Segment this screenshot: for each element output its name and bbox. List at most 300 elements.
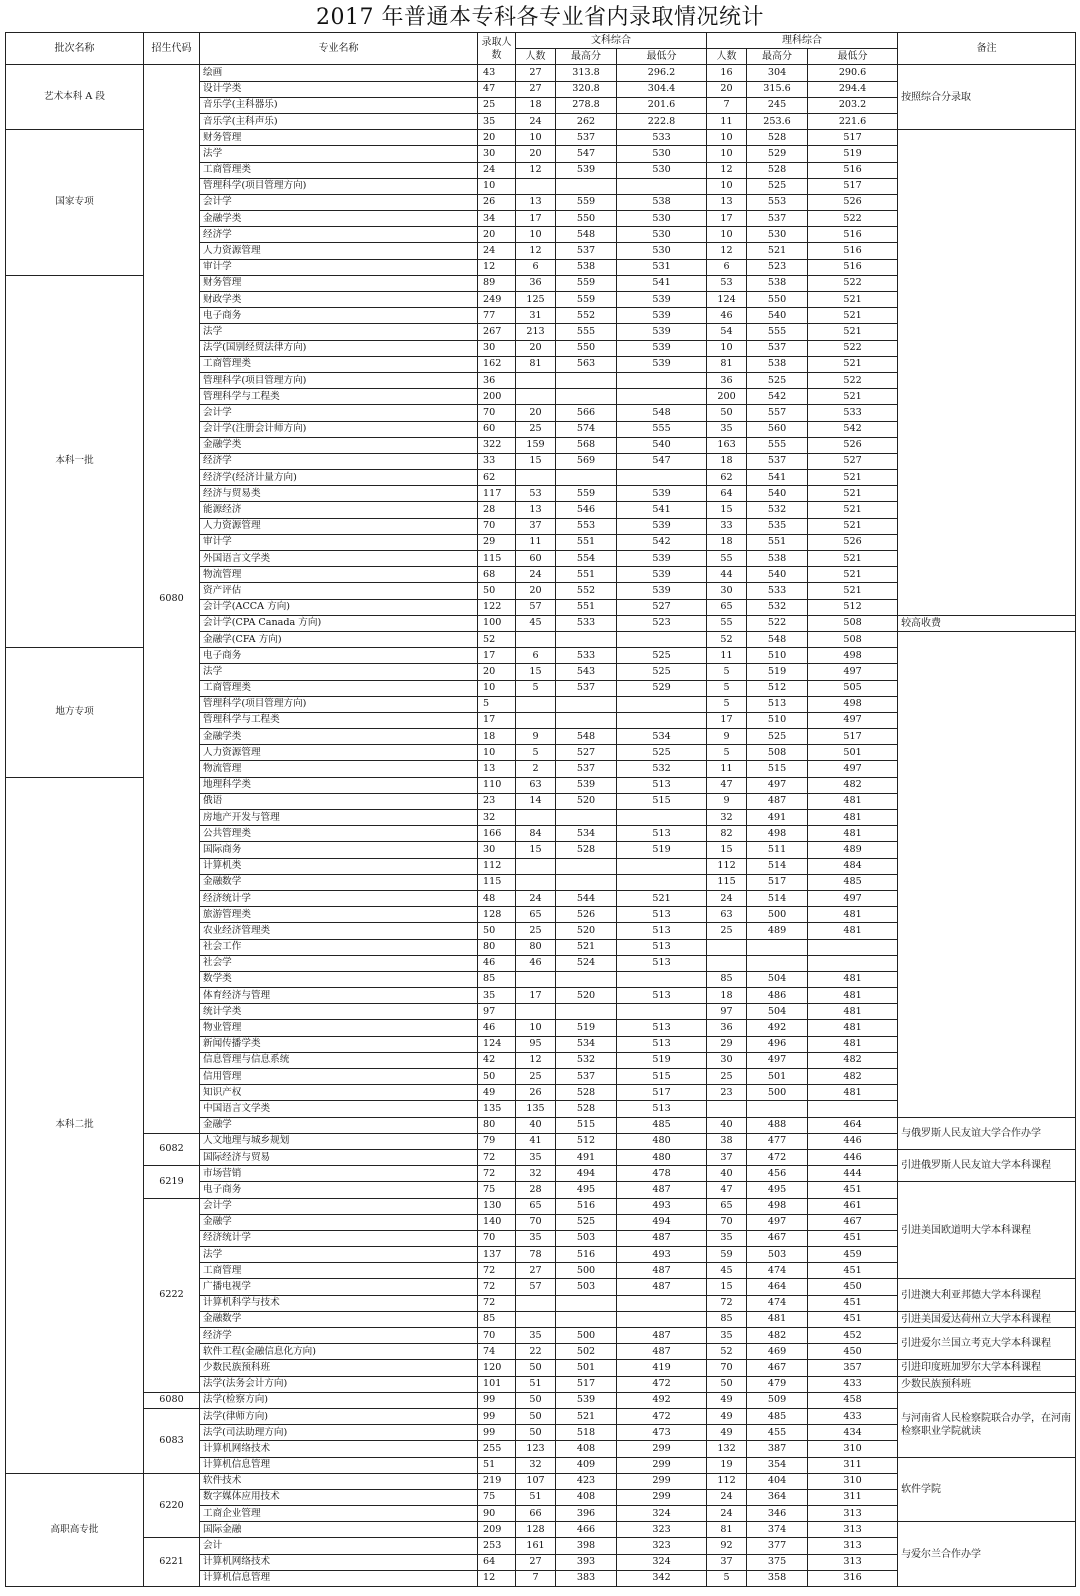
admit-cell: 80 — [478, 939, 516, 955]
wen-count-cell: 24 — [516, 567, 556, 583]
wen-min-cell: 533 — [617, 130, 707, 146]
wen-max-cell: 515 — [556, 1117, 617, 1133]
major-cell: 金融学类 — [200, 211, 478, 227]
major-cell: 工商管理类 — [200, 680, 478, 696]
wen-count-cell — [516, 971, 556, 987]
major-cell: 经济统计学 — [200, 890, 478, 906]
li-max-cell: 358 — [747, 1570, 808, 1586]
wen-min-cell: 530 — [617, 211, 707, 227]
wen-min-cell: 472 — [617, 1408, 707, 1424]
major-cell: 计算机信息管理 — [200, 1457, 478, 1473]
wen-count-cell: 80 — [516, 939, 556, 955]
major-cell: 国际商务 — [200, 842, 478, 858]
admit-cell: 97 — [478, 1004, 516, 1020]
admit-cell: 219 — [478, 1473, 516, 1489]
major-cell: 设计学类 — [200, 81, 478, 97]
wen-max-cell — [556, 874, 617, 890]
admit-cell: 80 — [478, 1117, 516, 1133]
wen-min-cell — [617, 1295, 707, 1311]
li-count-cell: 37 — [707, 1149, 747, 1165]
wen-min-cell: 530 — [617, 243, 707, 259]
li-min-cell: 497 — [808, 712, 898, 728]
admit-cell: 124 — [478, 1036, 516, 1052]
li-min-cell: 313 — [808, 1522, 898, 1538]
admit-cell: 115 — [478, 551, 516, 567]
enroll-code-cell: 6220 — [144, 1473, 200, 1538]
li-min-cell: 434 — [808, 1425, 898, 1441]
admit-cell: 42 — [478, 1052, 516, 1068]
li-count-cell: 32 — [707, 810, 747, 826]
wen-count-cell: 20 — [516, 405, 556, 421]
wen-max-cell: 559 — [556, 292, 617, 308]
wen-max-cell: 466 — [556, 1522, 617, 1538]
li-count-cell: 5 — [707, 696, 747, 712]
wen-max-cell: 502 — [556, 1344, 617, 1360]
li-count-cell: 53 — [707, 275, 747, 291]
li-min-cell: 527 — [808, 453, 898, 469]
wen-min-cell: 492 — [617, 1392, 707, 1408]
li-min-cell: 481 — [808, 923, 898, 939]
major-cell: 物业管理 — [200, 1020, 478, 1036]
header-note: 备注 — [898, 33, 1076, 65]
li-max-cell: 519 — [747, 664, 808, 680]
admit-cell: 72 — [478, 1149, 516, 1165]
wen-count-cell: 60 — [516, 551, 556, 567]
wen-count-cell: 10 — [516, 1020, 556, 1036]
wen-min-cell: 472 — [617, 1376, 707, 1392]
wen-count-cell: 5 — [516, 745, 556, 761]
wen-count-cell: 41 — [516, 1133, 556, 1149]
li-count-cell: 11 — [707, 761, 747, 777]
admit-cell: 12 — [478, 259, 516, 275]
wen-min-cell — [617, 372, 707, 388]
li-max-cell: 540 — [747, 308, 808, 324]
wen-min-cell: 534 — [617, 729, 707, 745]
li-count-cell: 52 — [707, 631, 747, 647]
li-count-cell: 25 — [707, 923, 747, 939]
wen-min-cell: 547 — [617, 453, 707, 469]
wen-max-cell: 538 — [556, 259, 617, 275]
wen-count-cell: 46 — [516, 955, 556, 971]
wen-max-cell: 552 — [556, 308, 617, 324]
li-min-cell: 451 — [808, 1311, 898, 1327]
wen-max-cell: 383 — [556, 1570, 617, 1586]
wen-min-cell: 540 — [617, 437, 707, 453]
major-cell: 会计学(CPA Canada 方向) — [200, 615, 478, 631]
li-count-cell: 5 — [707, 680, 747, 696]
major-cell: 公共管理类 — [200, 826, 478, 842]
wen-min-cell: 513 — [617, 1036, 707, 1052]
major-cell: 电子商务 — [200, 648, 478, 664]
wen-max-cell: 262 — [556, 113, 617, 129]
wen-min-cell: 323 — [617, 1522, 707, 1538]
note-cell: 引进俄罗斯人民友谊大学本科课程 — [898, 1149, 1076, 1181]
wen-count-cell: 213 — [516, 324, 556, 340]
major-cell: 知识产权 — [200, 1085, 478, 1101]
wen-max-cell: 320.8 — [556, 81, 617, 97]
li-min-cell: 521 — [808, 324, 898, 340]
wen-min-cell: 304.4 — [617, 81, 707, 97]
wen-max-cell: 528 — [556, 1101, 617, 1117]
wen-count-cell: 26 — [516, 1085, 556, 1101]
note-cell: 与河南省人民检察院联合办学，在河南检察职业学院就读 — [898, 1392, 1076, 1457]
major-cell: 地理科学类 — [200, 777, 478, 793]
li-min-cell: 294.4 — [808, 81, 898, 97]
wen-count-cell: 159 — [516, 437, 556, 453]
wen-max-cell: 501 — [556, 1360, 617, 1376]
admit-cell: 34 — [478, 211, 516, 227]
li-max-cell: 467 — [747, 1360, 808, 1376]
major-cell: 统计学类 — [200, 1004, 478, 1020]
wen-count-cell: 20 — [516, 146, 556, 162]
admit-cell: 322 — [478, 437, 516, 453]
wen-max-cell: 537 — [556, 680, 617, 696]
admit-cell: 85 — [478, 971, 516, 987]
admit-cell: 101 — [478, 1376, 516, 1392]
wen-max-cell: 313.8 — [556, 65, 617, 81]
li-max-cell: 500 — [747, 1085, 808, 1101]
major-cell: 经济学 — [200, 227, 478, 243]
li-count-cell: 10 — [707, 340, 747, 356]
admit-cell: 267 — [478, 324, 516, 340]
major-cell: 法学 — [200, 1247, 478, 1263]
wen-min-cell: 299 — [617, 1489, 707, 1505]
li-count-cell: 54 — [707, 324, 747, 340]
wen-count-cell: 15 — [516, 664, 556, 680]
wen-count-cell: 161 — [516, 1538, 556, 1554]
wen-max-cell: 278.8 — [556, 97, 617, 113]
major-cell: 法学(律师方向) — [200, 1408, 478, 1424]
enroll-code-cell: 6219 — [144, 1166, 200, 1198]
li-count-cell: 25 — [707, 1069, 747, 1085]
wen-max-cell: 491 — [556, 1149, 617, 1165]
admit-cell: 64 — [478, 1554, 516, 1570]
li-count-cell — [707, 939, 747, 955]
wen-count-cell: 50 — [516, 1392, 556, 1408]
admit-cell: 70 — [478, 405, 516, 421]
wen-min-cell — [617, 631, 707, 647]
wen-max-cell: 533 — [556, 648, 617, 664]
li-count-cell: 115 — [707, 874, 747, 890]
li-min-cell: 497 — [808, 890, 898, 906]
wen-count-cell: 25 — [516, 923, 556, 939]
li-min-cell: 433 — [808, 1376, 898, 1392]
wen-min-cell: 299 — [617, 1441, 707, 1457]
li-min-cell: 521 — [808, 551, 898, 567]
li-count-cell: 92 — [707, 1538, 747, 1554]
major-cell: 计算机科学与技术 — [200, 1295, 478, 1311]
admit-cell: 72 — [478, 1279, 516, 1295]
li-min-cell: 482 — [808, 1069, 898, 1085]
wen-min-cell: 513 — [617, 907, 707, 923]
wen-min-cell — [617, 858, 707, 874]
wen-max-cell: 517 — [556, 1376, 617, 1392]
admit-cell: 43 — [478, 65, 516, 81]
li-count-cell: 10 — [707, 227, 747, 243]
wen-min-cell: 513 — [617, 1020, 707, 1036]
li-max-cell — [747, 1101, 808, 1117]
major-cell: 法学(国别经贸法律方向) — [200, 340, 478, 356]
wen-max-cell: 553 — [556, 518, 617, 534]
major-cell: 法学(司法助理方向) — [200, 1425, 478, 1441]
admit-cell: 28 — [478, 502, 516, 518]
wen-min-cell: 487 — [617, 1230, 707, 1246]
wen-count-cell — [516, 1004, 556, 1020]
li-count-cell: 59 — [707, 1247, 747, 1263]
li-count-cell: 49 — [707, 1425, 747, 1441]
major-cell: 市场营销 — [200, 1166, 478, 1182]
li-count-cell: 47 — [707, 777, 747, 793]
li-min-cell: 482 — [808, 777, 898, 793]
wen-count-cell: 17 — [516, 988, 556, 1004]
header-wen-count: 人数 — [516, 49, 556, 65]
wen-count-cell: 20 — [516, 583, 556, 599]
wen-max-cell: 550 — [556, 340, 617, 356]
major-cell: 审计学 — [200, 534, 478, 550]
wen-count-cell: 36 — [516, 275, 556, 291]
wen-max-cell: 503 — [556, 1230, 617, 1246]
wen-count-cell: 35 — [516, 1230, 556, 1246]
admit-cell: 35 — [478, 113, 516, 129]
header-li: 理科综合 — [707, 33, 898, 49]
li-count-cell: 19 — [707, 1457, 747, 1473]
wen-count-cell: 53 — [516, 486, 556, 502]
wen-max-cell: 494 — [556, 1166, 617, 1182]
wen-count-cell: 7 — [516, 1570, 556, 1586]
header-batch: 批次名称 — [6, 33, 144, 65]
li-max-cell: 537 — [747, 211, 808, 227]
wen-max-cell: 574 — [556, 421, 617, 437]
wen-max-cell: 532 — [556, 1052, 617, 1068]
major-cell: 社会工作 — [200, 939, 478, 955]
li-count-cell: 5 — [707, 1570, 747, 1586]
wen-min-cell: 539 — [617, 356, 707, 372]
li-count-cell: 124 — [707, 292, 747, 308]
wen-count-cell: 78 — [516, 1247, 556, 1263]
major-cell: 软件工程(金融信息化方向) — [200, 1344, 478, 1360]
li-max-cell: 497 — [747, 1214, 808, 1230]
header-wen-min: 最低分 — [617, 49, 707, 65]
li-max-cell: 486 — [747, 988, 808, 1004]
li-min-cell: 497 — [808, 664, 898, 680]
wen-min-cell: 493 — [617, 1247, 707, 1263]
wen-count-cell — [516, 470, 556, 486]
wen-max-cell: 396 — [556, 1506, 617, 1522]
admit-cell: 20 — [478, 227, 516, 243]
note-cell: 按照综合分录取 — [898, 65, 1076, 130]
wen-count-cell: 6 — [516, 648, 556, 664]
admit-cell: 110 — [478, 777, 516, 793]
wen-min-cell: 473 — [617, 1425, 707, 1441]
li-min-cell: 481 — [808, 826, 898, 842]
wen-max-cell: 537 — [556, 243, 617, 259]
wen-min-cell — [617, 810, 707, 826]
wen-min-cell — [617, 696, 707, 712]
wen-count-cell: 15 — [516, 453, 556, 469]
li-min-cell: 481 — [808, 1004, 898, 1020]
note-cell: 引进美国爱达荷州立大学本科课程 — [898, 1311, 1076, 1327]
li-max-cell: 514 — [747, 858, 808, 874]
admit-cell: 50 — [478, 1069, 516, 1085]
header-li-max: 最高分 — [747, 49, 808, 65]
wen-count-cell: 2 — [516, 761, 556, 777]
wen-max-cell: 516 — [556, 1247, 617, 1263]
admit-cell: 130 — [478, 1198, 516, 1214]
li-max-cell: 510 — [747, 648, 808, 664]
wen-max-cell: 503 — [556, 1279, 617, 1295]
wen-max-cell: 534 — [556, 1036, 617, 1052]
li-count-cell: 6 — [707, 259, 747, 275]
li-count-cell: 36 — [707, 372, 747, 388]
li-min-cell: 512 — [808, 599, 898, 615]
major-cell: 计算机类 — [200, 858, 478, 874]
admit-cell: 77 — [478, 308, 516, 324]
wen-count-cell: 84 — [516, 826, 556, 842]
wen-max-cell: 526 — [556, 907, 617, 923]
li-max-cell: 498 — [747, 1198, 808, 1214]
admit-cell: 140 — [478, 1214, 516, 1230]
wen-count-cell — [516, 631, 556, 647]
li-max-cell: 537 — [747, 340, 808, 356]
major-cell: 物流管理 — [200, 761, 478, 777]
admit-cell: 200 — [478, 389, 516, 405]
li-max-cell: 511 — [747, 842, 808, 858]
wen-count-cell: 32 — [516, 1457, 556, 1473]
wen-count-cell: 15 — [516, 842, 556, 858]
wen-min-cell: 513 — [617, 939, 707, 955]
li-max-cell: 515 — [747, 761, 808, 777]
li-max-cell: 469 — [747, 1344, 808, 1360]
wen-min-cell: 530 — [617, 162, 707, 178]
li-max-cell: 538 — [747, 551, 808, 567]
wen-count-cell: 70 — [516, 1214, 556, 1230]
major-cell: 房地产开发与管理 — [200, 810, 478, 826]
li-min-cell: 533 — [808, 405, 898, 421]
li-min-cell: 464 — [808, 1117, 898, 1133]
wen-min-cell — [617, 389, 707, 405]
wen-count-cell: 13 — [516, 502, 556, 518]
li-max-cell: 512 — [747, 680, 808, 696]
wen-count-cell: 27 — [516, 65, 556, 81]
li-count-cell: 24 — [707, 1506, 747, 1522]
wen-max-cell: 393 — [556, 1554, 617, 1570]
li-count-cell: 82 — [707, 826, 747, 842]
li-min-cell: 519 — [808, 146, 898, 162]
wen-min-cell: 324 — [617, 1506, 707, 1522]
wen-min-cell: 539 — [617, 551, 707, 567]
major-cell: 会计学 — [200, 1198, 478, 1214]
wen-count-cell — [516, 1311, 556, 1327]
li-count-cell: 24 — [707, 1489, 747, 1505]
li-max-cell: 525 — [747, 729, 808, 745]
admit-cell: 120 — [478, 1360, 516, 1376]
li-min-cell: 526 — [808, 534, 898, 550]
major-cell: 数字媒体应用技术 — [200, 1489, 478, 1505]
li-count-cell: 33 — [707, 518, 747, 534]
major-cell: 会计 — [200, 1538, 478, 1554]
wen-max-cell — [556, 858, 617, 874]
admit-cell: 99 — [478, 1392, 516, 1408]
admit-cell: 135 — [478, 1101, 516, 1117]
admit-cell: 249 — [478, 292, 516, 308]
admit-cell: 74 — [478, 1344, 516, 1360]
major-cell: 金融学(CFA 方向) — [200, 631, 478, 647]
li-count-cell: 7 — [707, 97, 747, 113]
li-min-cell: 501 — [808, 745, 898, 761]
enroll-code-cell: 6082 — [144, 1133, 200, 1165]
li-count-cell: 55 — [707, 551, 747, 567]
wen-min-cell: 539 — [617, 583, 707, 599]
wen-max-cell: 500 — [556, 1328, 617, 1344]
li-max-cell: 538 — [747, 356, 808, 372]
header-admit: 录取人数 — [478, 33, 516, 65]
enroll-code-cell: 6222 — [144, 1198, 200, 1392]
major-cell: 旅游管理类 — [200, 907, 478, 923]
li-min-cell: 521 — [808, 502, 898, 518]
admit-cell: 20 — [478, 130, 516, 146]
major-cell: 法学 — [200, 324, 478, 340]
li-max-cell: 537 — [747, 453, 808, 469]
wen-count-cell: 12 — [516, 162, 556, 178]
li-max-cell: 504 — [747, 971, 808, 987]
li-count-cell: 10 — [707, 130, 747, 146]
li-min-cell: 526 — [808, 194, 898, 210]
li-max-cell: 253.6 — [747, 113, 808, 129]
li-max-cell: 509 — [747, 1392, 808, 1408]
li-max-cell: 503 — [747, 1247, 808, 1263]
wen-count-cell: 28 — [516, 1182, 556, 1198]
admit-cell: 10 — [478, 178, 516, 194]
li-max-cell: 485 — [747, 1408, 808, 1424]
wen-min-cell: 419 — [617, 1360, 707, 1376]
li-max-cell: 481 — [747, 1311, 808, 1327]
wen-count-cell: 57 — [516, 1279, 556, 1295]
li-count-cell: 72 — [707, 1295, 747, 1311]
wen-max-cell: 551 — [556, 534, 617, 550]
admit-cell: 115 — [478, 874, 516, 890]
wen-min-cell: 299 — [617, 1457, 707, 1473]
admit-cell: 46 — [478, 1020, 516, 1036]
wen-count-cell: 17 — [516, 211, 556, 227]
li-max-cell: 479 — [747, 1376, 808, 1392]
wen-min-cell: 517 — [617, 1085, 707, 1101]
wen-max-cell: 527 — [556, 745, 617, 761]
li-max-cell: 455 — [747, 1425, 808, 1441]
li-count-cell: 55 — [707, 615, 747, 631]
wen-min-cell — [617, 971, 707, 987]
wen-max-cell: 552 — [556, 583, 617, 599]
wen-count-cell — [516, 696, 556, 712]
li-max-cell: 504 — [747, 1004, 808, 1020]
wen-count-cell: 12 — [516, 243, 556, 259]
li-count-cell: 10 — [707, 178, 747, 194]
admit-cell: 72 — [478, 1166, 516, 1182]
wen-count-cell — [516, 858, 556, 874]
li-max-cell: 541 — [747, 470, 808, 486]
li-count-cell: 63 — [707, 907, 747, 923]
li-count-cell: 18 — [707, 534, 747, 550]
wen-min-cell: 525 — [617, 648, 707, 664]
major-cell: 管理科学与工程类 — [200, 712, 478, 728]
wen-min-cell: 487 — [617, 1279, 707, 1295]
li-min-cell: 290.6 — [808, 65, 898, 81]
li-min-cell: 203.2 — [808, 97, 898, 113]
li-max-cell: 548 — [747, 631, 808, 647]
wen-max-cell: 533 — [556, 615, 617, 631]
wen-max-cell: 408 — [556, 1441, 617, 1457]
note-cell: 与俄罗斯人民友谊大学合作办学 — [898, 1117, 1076, 1149]
major-cell: 金融数学 — [200, 874, 478, 890]
